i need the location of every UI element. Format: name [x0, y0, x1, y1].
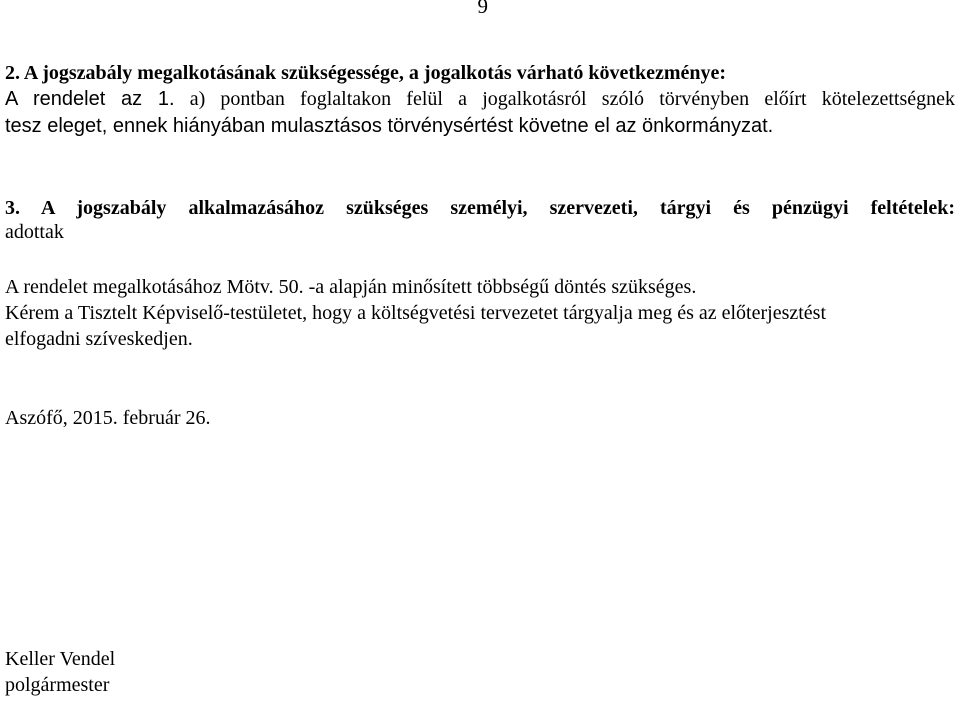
- section-2-paragraph-line-2: tesz eleget, ennek hiányában mulasztásos törvénysértést követne el az önkormányzat.: [5, 115, 774, 137]
- place-and-date: Aszófő, 2015. február 26.: [5, 407, 211, 429]
- section-2-line-1-prefix: A rendelet az 1.: [5, 88, 175, 110]
- signatory-title: polgármester: [5, 674, 110, 696]
- section-3-heading: 3. A jogszabály alkalmazásához szükséges személyi, szervezeti, tárgyi és pénzügyi feltételek:: [5, 197, 955, 219]
- section-3-heading-continuation: adottak: [5, 221, 64, 243]
- page-number: 9: [477, 0, 488, 18]
- section-3-body-line-1: A rendelet megalkotásához Mötv. 50. -a alapján minősített többségű döntés szükséges.: [5, 276, 697, 298]
- section-3-body-line-2: Kérem a Tisztelt Képviselő-testületet, hogy a költségvetési tervezetet tárgyalja meg és az előterjesztést: [5, 302, 827, 324]
- section-3-body-line-3: elfogadni szíveskedjen.: [5, 328, 193, 350]
- section-2-paragraph-line-1: [5, 87, 955, 111]
- section-2-line-1-rest: a) pontban foglaltakon felül a jogalkotásról szóló törvényben előírt kötelezettségnek: [174, 88, 956, 110]
- section-2-heading: 2. A jogszabály megalkotásának szükségessége, a jogalkotás várható következménye:: [5, 62, 727, 84]
- signatory-name: Keller Vendel: [5, 648, 116, 670]
